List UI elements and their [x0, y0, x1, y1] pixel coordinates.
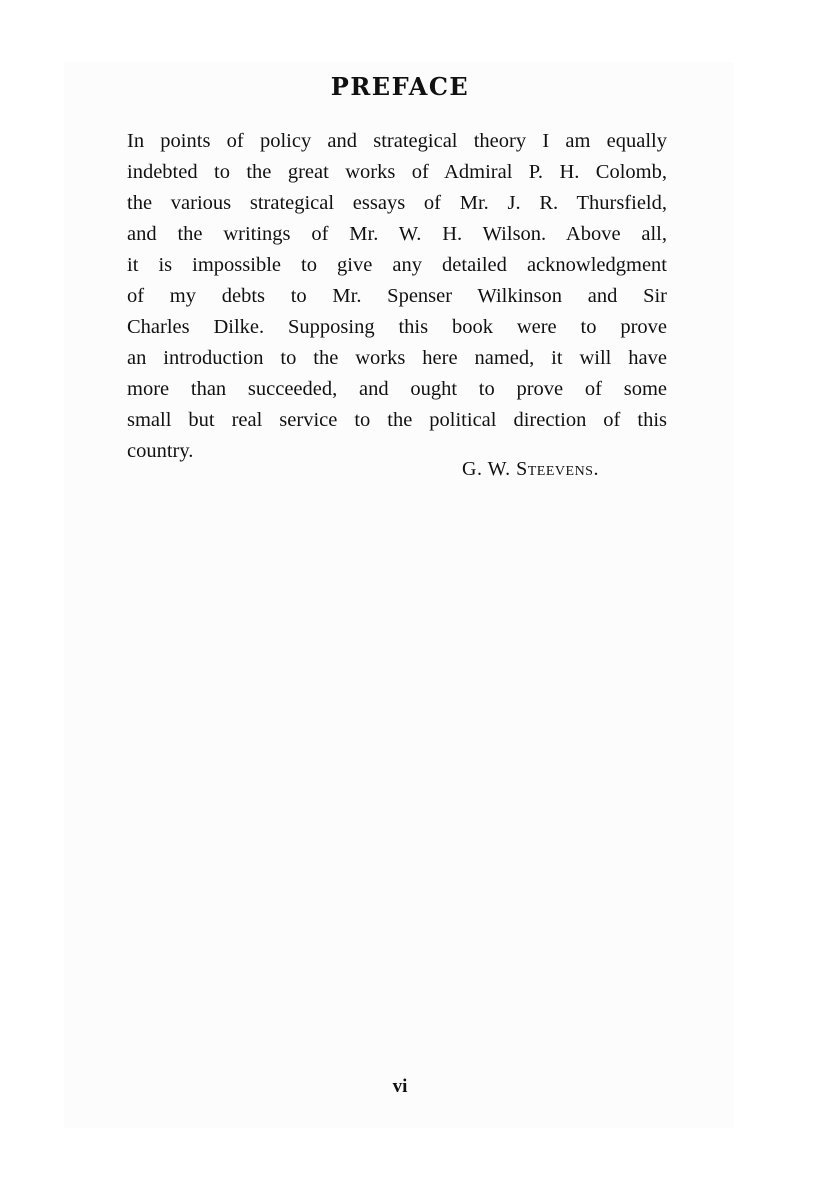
paragraph-line: it is impossible to give any detailed acknowledgment	[127, 254, 667, 276]
paragraph-line: In points of policy and strategical theory I am equally	[127, 130, 667, 152]
page-title: PREFACE	[330, 72, 470, 101]
author-signature: G. W. Steevens.	[462, 458, 599, 480]
paragraph-line: small but real service to the political direction of this	[127, 409, 667, 431]
paragraph-line: more than succeeded, and ought to prove of some	[127, 378, 667, 400]
preface-paragraph	[127, 126, 667, 467]
paragraph-line: country.	[127, 440, 194, 462]
paragraph-line: the various strategical essays of Mr. J. R. Thursfield,	[127, 192, 667, 214]
paragraph-line: of my debts to Mr. Spenser Wilkinson and Sir	[127, 285, 667, 307]
paragraph-line: an introduction to the works here named, it will have	[127, 347, 667, 369]
paragraph-line: indebted to the great works of Admiral P. H. Colomb,	[127, 161, 667, 183]
paragraph-line: Charles Dilke. Supposing this book were to prove	[127, 316, 667, 338]
paragraph-line: and the writings of Mr. W. H. Wilson. Above all,	[127, 223, 667, 245]
page-number: vi	[392, 1076, 408, 1097]
